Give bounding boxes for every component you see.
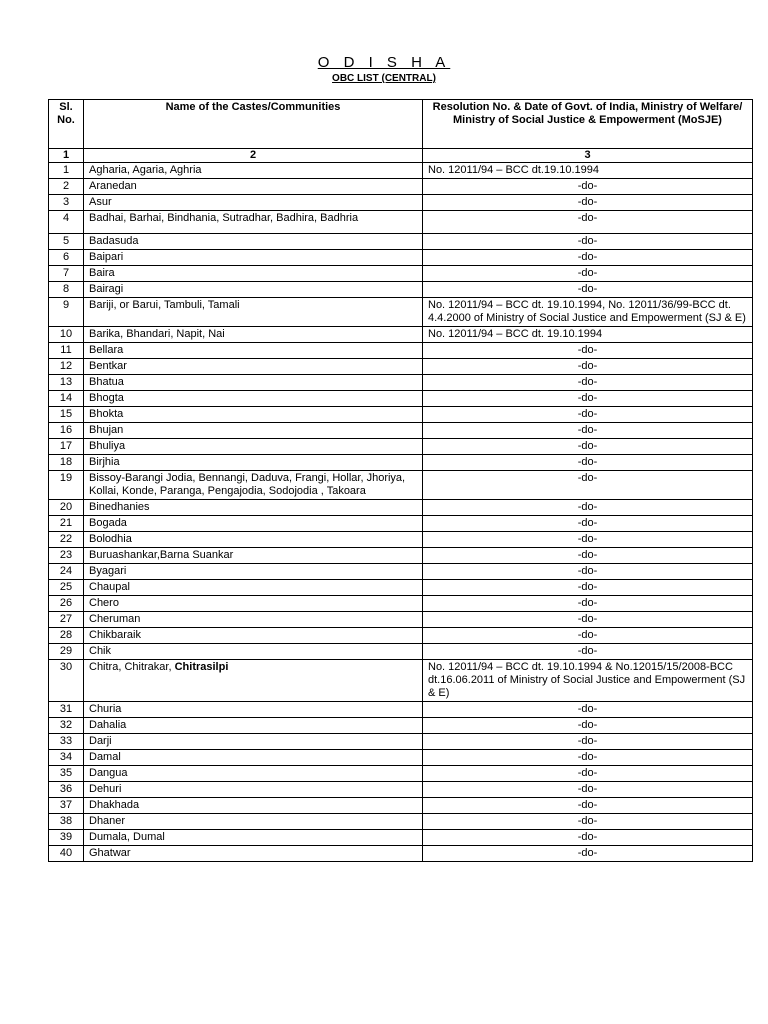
sl-no-cell: 17 <box>49 439 84 455</box>
sl-no-cell: 8 <box>49 282 84 298</box>
caste-name-cell <box>84 782 423 798</box>
caste-name-cell <box>84 343 423 359</box>
resolution-cell: -do- <box>423 250 753 266</box>
resolution-cell: -do- <box>423 564 753 580</box>
table-row <box>49 211 753 234</box>
sl-no-cell: 21 <box>49 516 84 532</box>
caste-name-text: Bhujan <box>89 424 124 436</box>
caste-name-text: Badhai, Barhai, Bindhania, Sutradhar, Badhira, Badhria <box>89 212 359 224</box>
caste-name-text: Byagari <box>89 565 127 577</box>
header-sl-no: Sl. No. <box>49 100 84 149</box>
resolution-cell: -do- <box>423 814 753 830</box>
resolution-cell: -do- <box>423 407 753 423</box>
resolution-cell: -do- <box>423 359 753 375</box>
caste-name-cell <box>84 644 423 660</box>
sl-no-cell: 39 <box>49 830 84 846</box>
sl-no-cell: 28 <box>49 628 84 644</box>
sl-no-cell: 25 <box>49 580 84 596</box>
resolution-cell: -do- <box>423 179 753 195</box>
caste-name-text: Bariji, or Barui, Tambuli, Tamali <box>89 299 240 311</box>
caste-name-cell <box>84 250 423 266</box>
resolution-cell: No. 12011/94 – BCC dt.19.10.1994 <box>423 163 753 179</box>
table-row <box>49 734 753 750</box>
caste-name-cell <box>84 327 423 343</box>
caste-name-text: Bhogta <box>89 392 124 404</box>
resolution-cell: -do- <box>423 798 753 814</box>
sl-no-cell: 3 <box>49 195 84 211</box>
caste-name-cell <box>84 798 423 814</box>
caste-name-cell <box>84 375 423 391</box>
sl-no-cell: 22 <box>49 532 84 548</box>
resolution-cell: -do- <box>423 628 753 644</box>
caste-name-cell <box>84 359 423 375</box>
caste-name-text: Chaupal <box>89 581 130 593</box>
caste-name-text: Barika, Bhandari, Napit, Nai <box>89 328 225 340</box>
caste-name-text: Chitra, Chitrakar, <box>89 661 175 673</box>
caste-name-cell <box>84 628 423 644</box>
table-row <box>49 644 753 660</box>
sl-no-cell: 35 <box>49 766 84 782</box>
resolution-cell: -do- <box>423 644 753 660</box>
caste-name-text: Dumala, Dumal <box>89 831 165 843</box>
resolution-cell: -do- <box>423 282 753 298</box>
table-row <box>49 612 753 628</box>
resolution-cell: -do- <box>423 596 753 612</box>
caste-name-cell <box>84 532 423 548</box>
table-row <box>49 391 753 407</box>
caste-name-text: Chik <box>89 645 112 657</box>
caste-name-cell <box>84 455 423 471</box>
table-row <box>49 564 753 580</box>
caste-name-cell <box>84 830 423 846</box>
header-caste-name: Name of the Castes/Communities <box>84 100 423 149</box>
sl-no-cell: 9 <box>49 298 84 327</box>
table-row <box>49 830 753 846</box>
table-row <box>49 327 753 343</box>
sl-no-cell: 15 <box>49 407 84 423</box>
sl-no-cell: 4 <box>49 211 84 234</box>
sl-no-cell: 23 <box>49 548 84 564</box>
caste-name-cell <box>84 846 423 862</box>
table-row <box>49 359 753 375</box>
sl-no-cell: 6 <box>49 250 84 266</box>
sl-no-cell: 13 <box>49 375 84 391</box>
table-row <box>49 766 753 782</box>
resolution-cell: -do- <box>423 532 753 548</box>
sl-no-cell: 18 <box>49 455 84 471</box>
column-number: 2 <box>84 149 423 163</box>
caste-name-cell <box>84 548 423 564</box>
caste-name-cell <box>84 282 423 298</box>
caste-name-text: Badasuda <box>89 235 139 247</box>
caste-name-cell <box>84 564 423 580</box>
caste-name-text: Bentkar <box>89 360 127 372</box>
table-row <box>49 580 753 596</box>
table-row <box>49 718 753 734</box>
caste-name-cell <box>84 423 423 439</box>
resolution-cell: -do- <box>423 548 753 564</box>
resolution-cell: -do- <box>423 782 753 798</box>
resolution-cell: -do- <box>423 471 753 500</box>
table-row <box>49 596 753 612</box>
caste-name-text: Damal <box>89 751 121 763</box>
resolution-cell: -do- <box>423 702 753 718</box>
table-row <box>49 846 753 862</box>
table-row <box>49 375 753 391</box>
caste-name-text: Bolodhia <box>89 533 132 545</box>
resolution-cell: -do- <box>423 266 753 282</box>
table-row <box>49 423 753 439</box>
table-row <box>49 798 753 814</box>
caste-name-text: Cheruman <box>89 613 141 625</box>
caste-name-cell <box>84 580 423 596</box>
caste-name-cell <box>84 266 423 282</box>
obc-table <box>48 99 753 862</box>
caste-name-text: Birjhia <box>89 456 120 468</box>
resolution-cell: -do- <box>423 211 753 234</box>
caste-name-cell <box>84 234 423 250</box>
caste-name-text: Dangua <box>89 767 128 779</box>
caste-name-cell <box>84 612 423 628</box>
table-row <box>49 548 753 564</box>
caste-name-text: Baira <box>89 267 115 279</box>
sl-no-cell: 20 <box>49 500 84 516</box>
caste-name-cell <box>84 596 423 612</box>
table-row <box>49 250 753 266</box>
sl-no-cell: 2 <box>49 179 84 195</box>
caste-name-text: Darji <box>89 735 112 747</box>
resolution-cell: -do- <box>423 343 753 359</box>
resolution-cell: No. 12011/94 – BCC dt. 19.10.1994 & No.12015/15/2008-BCC dt.16.06.2011 of Ministry of Social Justice and Empowerment (SJ & E) <box>423 660 753 702</box>
caste-name-text: Agharia, Agaria, Aghria <box>89 164 202 176</box>
sl-no-cell: 14 <box>49 391 84 407</box>
sl-no-cell: 29 <box>49 644 84 660</box>
caste-name-text: Binedhanies <box>89 501 150 513</box>
caste-name-text: Dehuri <box>89 783 122 795</box>
sl-no-cell: 34 <box>49 750 84 766</box>
page-subtitle: OBC LIST (CENTRAL) <box>332 73 436 84</box>
caste-name-cell <box>84 750 423 766</box>
table-row <box>49 471 753 500</box>
table-row <box>49 163 753 179</box>
caste-name-cell <box>84 179 423 195</box>
caste-name-cell <box>84 660 423 702</box>
table-row <box>49 500 753 516</box>
caste-name-cell <box>84 718 423 734</box>
table-row <box>49 234 753 250</box>
table-row <box>49 439 753 455</box>
caste-name-cell <box>84 211 423 234</box>
header-resolution: Resolution No. & Date of Govt. of India, Ministry of Welfare/ Ministry of Social Justice & Empowerment (MoSJE) <box>423 100 753 149</box>
sl-no-cell: 26 <box>49 596 84 612</box>
sl-no-cell: 5 <box>49 234 84 250</box>
column-number: 1 <box>49 149 84 163</box>
caste-name-text: Buruashankar,Barna Suankar <box>89 549 234 561</box>
table-row <box>49 407 753 423</box>
caste-name-text: Bhokta <box>89 408 124 420</box>
caste-name-text: Bairagi <box>89 283 124 295</box>
sl-no-cell: 32 <box>49 718 84 734</box>
sl-no-cell: 7 <box>49 266 84 282</box>
table-body <box>49 163 753 862</box>
caste-name-text: Chero <box>89 597 119 609</box>
resolution-cell: -do- <box>423 234 753 250</box>
sl-no-cell: 30 <box>49 660 84 702</box>
caste-name-text: Ghatwar <box>89 847 131 859</box>
resolution-cell: -do- <box>423 612 753 628</box>
resolution-cell: -do- <box>423 500 753 516</box>
caste-name-text: Dahalia <box>89 719 127 731</box>
caste-name-cell <box>84 407 423 423</box>
resolution-cell: -do- <box>423 580 753 596</box>
table-row <box>49 343 753 359</box>
table-row <box>49 266 753 282</box>
column-number-row <box>49 149 753 163</box>
caste-name-text: Bellara <box>89 344 124 356</box>
table-row <box>49 195 753 211</box>
sl-no-cell: 10 <box>49 327 84 343</box>
resolution-cell: -do- <box>423 830 753 846</box>
sl-no-cell: 1 <box>49 163 84 179</box>
resolution-cell: -do- <box>423 734 753 750</box>
caste-name-cell <box>84 298 423 327</box>
table-row <box>49 179 753 195</box>
resolution-cell: -do- <box>423 750 753 766</box>
caste-name-text: Churia <box>89 703 122 715</box>
resolution-cell: -do- <box>423 516 753 532</box>
sl-no-cell: 36 <box>49 782 84 798</box>
caste-name-cell <box>84 766 423 782</box>
resolution-cell: No. 12011/94 – BCC dt. 19.10.1994 <box>423 327 753 343</box>
resolution-cell: -do- <box>423 375 753 391</box>
caste-name-cell <box>84 734 423 750</box>
table-row <box>49 660 753 702</box>
sl-no-cell: 27 <box>49 612 84 628</box>
caste-name-text: Dhaner <box>89 815 126 827</box>
caste-name-cell <box>84 500 423 516</box>
caste-name-cell <box>84 391 423 407</box>
caste-name-text: Bissoy-Barangi Jodia, Bennangi, Daduva, Frangi, Hollar, Jhoriya, Kollai, Konde, Paranga, Pengajodia, Sodojodia , Takoara <box>89 472 406 497</box>
table-row <box>49 750 753 766</box>
table-row <box>49 782 753 798</box>
caste-name-cell <box>84 439 423 455</box>
caste-name-bold-text: Chitrasilpi <box>174 661 229 673</box>
resolution-cell: -do- <box>423 439 753 455</box>
caste-name-text: Chikbaraik <box>89 629 141 641</box>
table-row <box>49 814 753 830</box>
caste-name-cell <box>84 471 423 500</box>
resolution-cell: -do- <box>423 766 753 782</box>
page-title: O D I S H A <box>317 54 451 71</box>
caste-name-text: Bhuliya <box>89 440 126 452</box>
table-row <box>49 702 753 718</box>
resolution-cell: -do- <box>423 455 753 471</box>
caste-name-text: Aranedan <box>89 180 137 192</box>
resolution-cell: No. 12011/94 – BCC dt. 19.10.1994, No. 12011/36/99-BCC dt. 4.4.2000 of Ministry of Social Justice and Empowerment (SJ & E) <box>423 298 753 327</box>
caste-name-cell <box>84 516 423 532</box>
sl-no-cell: 24 <box>49 564 84 580</box>
sl-no-cell: 31 <box>49 702 84 718</box>
resolution-cell: -do- <box>423 391 753 407</box>
sl-no-cell: 19 <box>49 471 84 500</box>
caste-name-cell <box>84 163 423 179</box>
caste-name-text: Dhakhada <box>89 799 140 811</box>
sl-no-cell: 11 <box>49 343 84 359</box>
table-row <box>49 628 753 644</box>
resolution-cell: -do- <box>423 718 753 734</box>
table-header-row <box>49 100 753 149</box>
table-row <box>49 516 753 532</box>
resolution-cell: -do- <box>423 423 753 439</box>
caste-name-text: Baipari <box>89 251 124 263</box>
caste-name-text: Asur <box>89 196 112 208</box>
sl-no-cell: 16 <box>49 423 84 439</box>
sl-no-cell: 40 <box>49 846 84 862</box>
table-row <box>49 455 753 471</box>
sl-no-cell: 33 <box>49 734 84 750</box>
table-row <box>49 532 753 548</box>
resolution-cell: -do- <box>423 195 753 211</box>
caste-name-cell <box>84 814 423 830</box>
caste-name-cell <box>84 702 423 718</box>
caste-name-text: Bhatua <box>89 376 124 388</box>
sl-no-cell: 37 <box>49 798 84 814</box>
table-row <box>49 298 753 327</box>
sl-no-cell: 38 <box>49 814 84 830</box>
caste-name-cell <box>84 195 423 211</box>
caste-name-text: Bogada <box>89 517 127 529</box>
sl-no-cell: 12 <box>49 359 84 375</box>
table-row <box>49 282 753 298</box>
column-number: 3 <box>423 149 753 163</box>
resolution-cell: -do- <box>423 846 753 862</box>
